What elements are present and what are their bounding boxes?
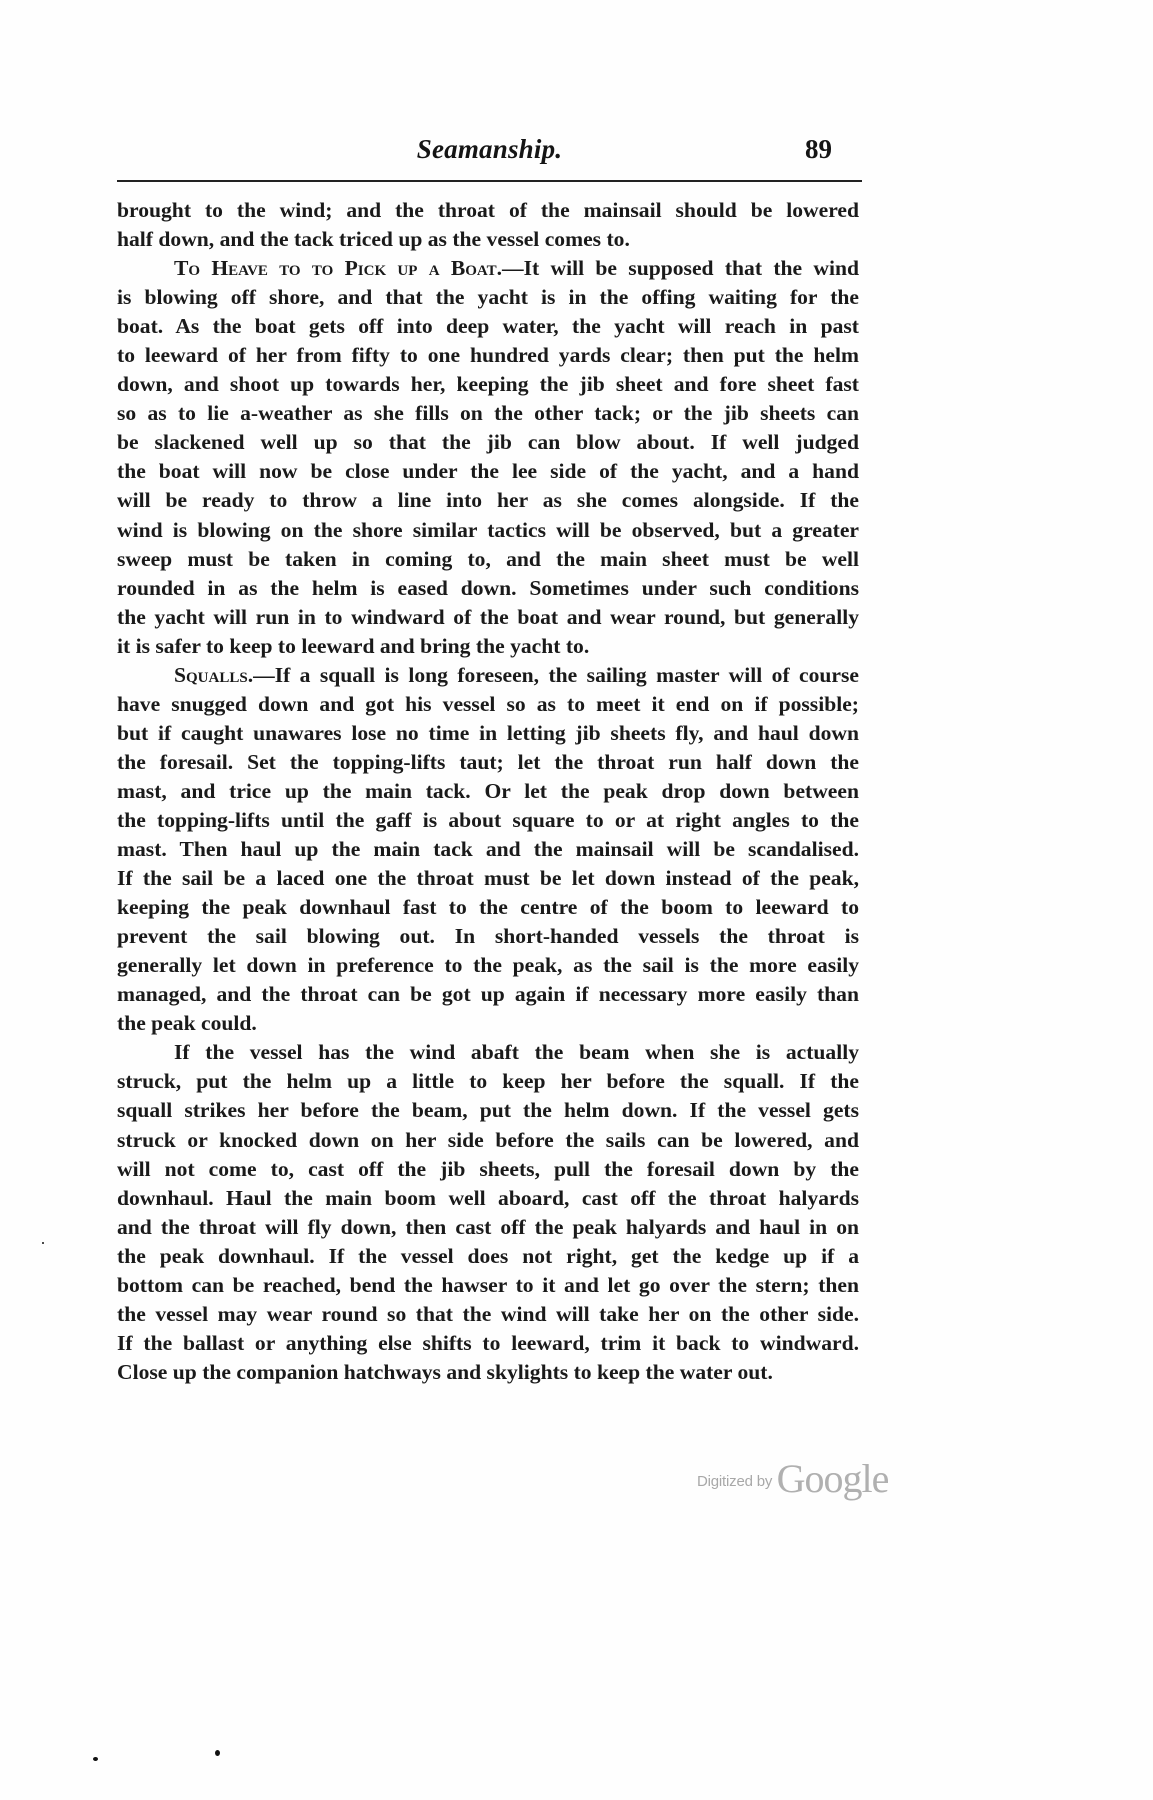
- digitized-label: Digitized by: [697, 1473, 773, 1490]
- text-line: the peak could.: [117, 1011, 257, 1036]
- running-title: Seamanship.: [416, 134, 563, 164]
- text-line: squall strikes her before the beam, put the helm down. If the vessel gets: [117, 1098, 859, 1123]
- text-line: will be ready to throw a line into her as she comes alongside. If the: [117, 488, 859, 513]
- text-line: struck, put the helm up a little to keep her before the squall. If the: [117, 1069, 859, 1094]
- body-text: [117, 196, 859, 1387]
- text-line: the topping-lifts until the gaff is about square to or at right angles to the: [117, 807, 859, 832]
- text-line: it is safer to keep to leeward and bring the yacht to.: [117, 633, 590, 658]
- text-line: downhaul. Haul the main boom well aboard, cast off the throat halyards: [117, 1185, 859, 1210]
- scan-speck: [215, 1750, 220, 1756]
- text-line: wind is blowing on the shore similar tactics will be observed, but a greater: [117, 517, 859, 542]
- header-rule: [117, 180, 862, 182]
- text-run: —If a squall is long foreseen, the sailing master will of course: [253, 662, 859, 687]
- paragraph-continuation: [117, 196, 859, 254]
- text-line: to leeward of her from fifty to one hundred yards clear; then put the helm: [117, 343, 859, 368]
- text-run: —It will be supposed that the wind: [502, 256, 860, 281]
- text-line: brought to the wind; and the throat of the mainsail should be lowered: [117, 198, 859, 222]
- scan-speck: [93, 1757, 98, 1761]
- text-line: the yacht will run in to windward of the boat and wear round, but generally: [117, 604, 859, 629]
- text-line: [117, 661, 859, 690]
- text-line: boat. As the boat gets off into deep water, the yacht will reach in past: [117, 314, 859, 339]
- paragraph-struck: [117, 1038, 859, 1387]
- text-line: managed, and the throat can be got up again if necessary more easily than: [117, 982, 859, 1007]
- paragraph-heave-to: [117, 254, 859, 661]
- section-heading: To Heave to to Pick up a Boat.: [174, 256, 503, 281]
- text-line: prevent the sail blowing out. In short-handed vessels the throat is: [117, 924, 859, 949]
- text-line: the peak downhaul. If the vessel does not right, get the kedge up if a: [117, 1243, 859, 1268]
- paragraph-squalls: [117, 661, 859, 1039]
- text-line: half down, and the tack triced up as the vessel comes to.: [117, 227, 630, 252]
- text-line: is blowing off shore, and that the yacht is in the offing waiting for the: [117, 285, 859, 310]
- text-line: mast, and trice up the main tack. Or let the peak drop down between: [117, 778, 859, 803]
- text-line: [117, 254, 859, 283]
- text-line: generally let down in preference to the peak, as the sail is the more easily: [117, 953, 859, 978]
- text-line: mast. Then haul up the main tack and the mainsail will be scandalised.: [117, 837, 859, 862]
- section-heading: Squalls.: [174, 662, 254, 687]
- text-line: keeping the peak downhaul fast to the centre of the boom to leeward to: [117, 895, 859, 920]
- google-logo-text: Google: [776, 1456, 889, 1501]
- page-header: [117, 130, 862, 176]
- text-line: be slackened well up so that the jib can blow about. If well judged: [117, 430, 859, 455]
- text-line: and the throat will fly down, then cast off the peak halyards and haul in on: [117, 1214, 859, 1239]
- text-line: rounded in as the helm is eased down. Sometimes under such conditions: [117, 575, 859, 600]
- text-line: down, and shoot up towards her, keeping the jib sheet and fore sheet fast: [117, 372, 859, 397]
- text-line: have snugged down and got his vessel so as to meet it end on if possible;: [117, 691, 859, 716]
- text-line: If the ballast or anything else shifts to leeward, trim it back to windward.: [117, 1330, 859, 1355]
- text-line: If the sail be a laced one the throat must be let down instead of the peak,: [117, 866, 859, 891]
- scan-speck: [42, 1242, 44, 1244]
- digitized-by-watermark: [697, 1455, 888, 1502]
- page-number: 89: [805, 134, 832, 164]
- text-line: If the vessel has the wind abaft the beam when she is actually: [174, 1040, 859, 1065]
- text-line: bottom can be reached, bend the hawser to it and let go over the stern; then: [117, 1272, 859, 1297]
- text-line: Close up the companion hatchways and skylights to keep the water out.: [117, 1359, 773, 1384]
- text-line: struck or knocked down on her side before the sails can be lowered, and: [117, 1127, 859, 1152]
- text-line: the vessel may wear round so that the wind will take her on the other side.: [117, 1301, 859, 1326]
- text-line: will not come to, cast off the jib sheets, pull the foresail down by the: [117, 1156, 859, 1181]
- text-line: sweep must be taken in coming to, and the main sheet must be well: [117, 546, 859, 571]
- text-line: so as to lie a-weather as she fills on the other tack; or the jib sheets can: [117, 401, 859, 426]
- text-line: the foresail. Set the topping-lifts taut; let the throat run half down the: [117, 749, 859, 774]
- text-line: the boat will now be close under the lee side of the yacht, and a hand: [117, 459, 859, 484]
- text-line: but if caught unawares lose no time in letting jib sheets fly, and haul down: [117, 720, 859, 745]
